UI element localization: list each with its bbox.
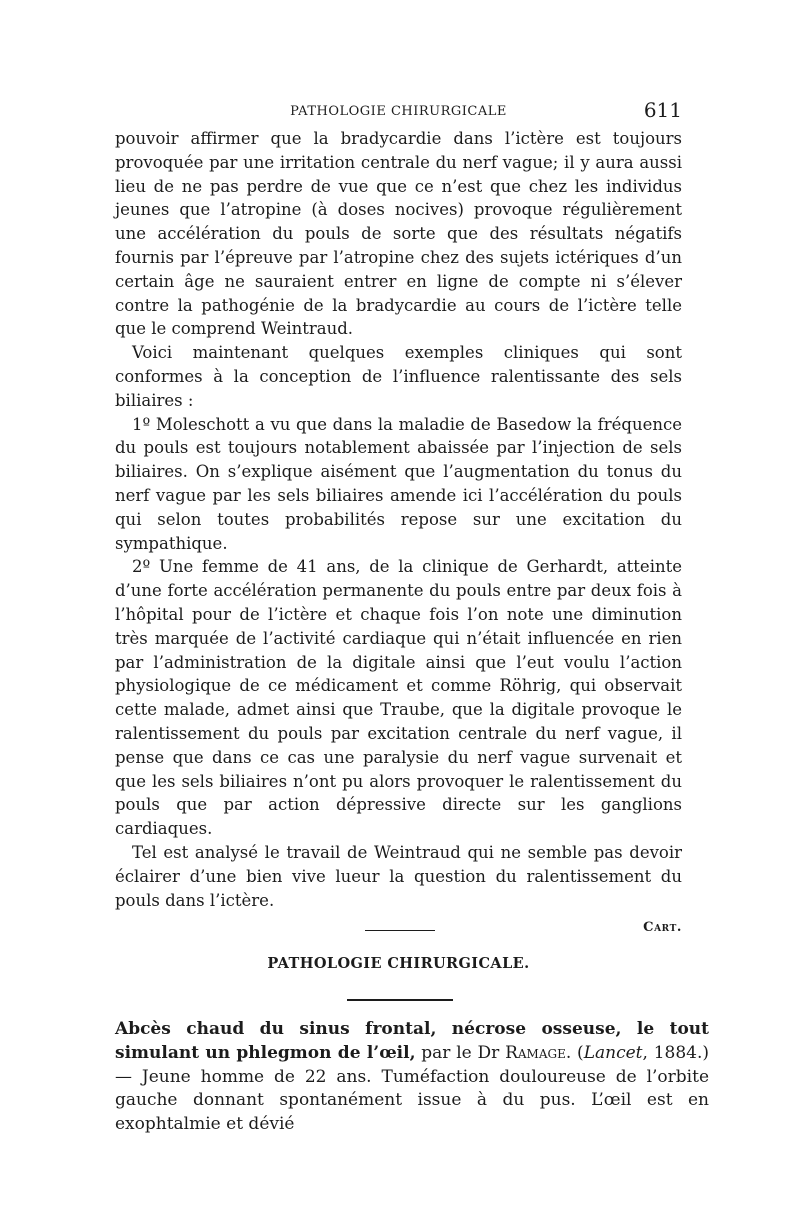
paragraph: 1º Moleschott a vu que dans la maladie de Basedow la fréquence du pouls est toujours notablement abaissée par l’injection de sels biliaires. On s’explique aisément que l’augmentation du tonus du nerf vague par les sels biliaires amende ici l’accélération du pouls qui selon toutes probabilités repose sur une excitation du sympathique. — [115, 414, 682, 553]
abstract-by: par le — [415, 1042, 478, 1063]
paragraph: 2º Une femme de 41 ans, de la clinique de Gerhardt, atteinte d’une forte accélération permanente du pouls entre par deux fois à l’hôpital pour de l’ictère et chaque fois l’on note une diminution très marquée de l’activité cardiaque qui n’était influencée en rien par l’administration de la digitale ainsi que l’eut voulu l’action physiologique de ce médicament et comme Röhrig, qui observait cette malade, admet ainsi que Traube, que la digitale provoque le ralentissement du pouls par excitation centrale du nerf vague, il pense que dans ce cas une paralysie du nerf vague survenait et que les sels biliaires n’ont pu alors provoquer le ralentissement du pouls que par action dépressive directe sur les ganglions cardiaques. — [115, 557, 682, 839]
journal-name: Lancet — [583, 1042, 643, 1063]
paragraph: pouvoir affirmer que la bradycardie dans l’ictère est toujours provoquée par une irritation centrale du nerf vague; il y aura aussi lieu de ne pas perdre de vue que ce n’est que chez les individus jeunes que l’atropine (à doses nocives) provoque régulièrement une accélération du pouls de sorte que des résultats négatifs fournis par l’épreuve par l’atropine chez des sujets ictériques d’un certain âge ne sauraient entrer en ligne de compte ni s’élever contre la pathogénie de la bradycardie au cours de l’ictère telle que le comprend Weintraud. — [115, 129, 682, 339]
running-title: PATHOLOGIE CHIRURGICALE — [290, 104, 507, 119]
citation-open: ( — [571, 1042, 584, 1063]
author-signature: Cart. — [643, 920, 682, 936]
section-divider-bottom — [347, 999, 453, 1001]
abstract-headline: Abcès chaud du sinus frontal, nécrose osseuse, le tout simulant un phlegmon de l’œil, — [115, 1019, 709, 1063]
author-name: Ramage. — [505, 1042, 572, 1063]
paragraph: Tel est analysé le travail de Weintraud qui ne semble pas devoir éclairer d’une bien vive lueur la question du ralentissement du pouls dans l’ictère. — [115, 842, 682, 910]
citation-rest: , 1884.) — — [115, 1042, 709, 1087]
abstract-text: Jeune homme de 22 ans. Tuméfaction douloureuse de l’orbite gauche donnant spontanément issue à du pus. L’œil est en exophtalmie et dévié — [115, 1066, 710, 1135]
author-prefix: Dr — [477, 1042, 506, 1063]
section-divider-top — [365, 930, 435, 931]
section-title: PATHOLOGIE CHIRURGICALE. — [267, 955, 530, 972]
paragraph: Voici maintenant quelques exemples cliniques qui sont conformes à la conception de l’influence ralentissante des sels biliaires : — [115, 343, 682, 410]
abstract-entry — [115, 1018, 709, 1137]
article-body — [115, 127, 682, 940]
running-head — [115, 98, 682, 122]
page-number: 611 — [643, 98, 682, 122]
